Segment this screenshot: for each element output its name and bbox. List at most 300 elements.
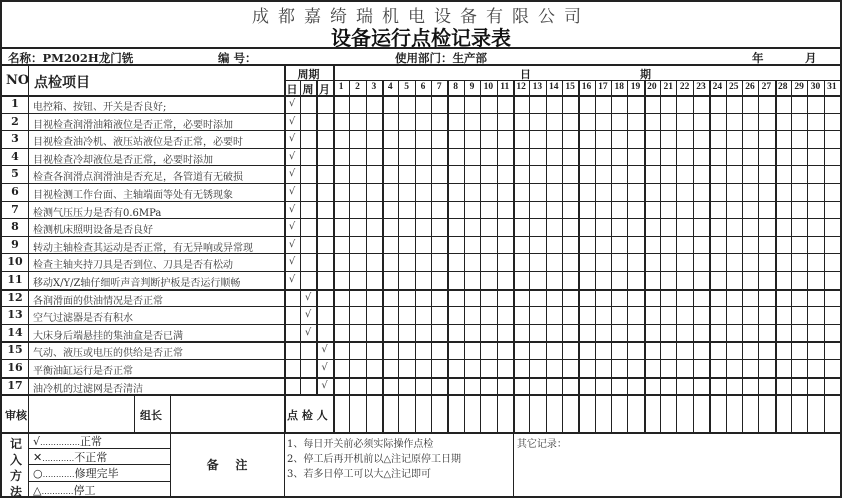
day-cell[interactable] xyxy=(644,377,660,395)
other-records-field[interactable] xyxy=(517,450,836,494)
day-cell[interactable] xyxy=(709,130,725,148)
day-cell[interactable] xyxy=(693,236,709,254)
day-cell[interactable] xyxy=(464,324,480,342)
leader-signature-field[interactable] xyxy=(170,394,284,432)
day-cell[interactable] xyxy=(415,289,431,307)
day-cell[interactable] xyxy=(578,359,594,377)
day-cell[interactable] xyxy=(464,95,480,113)
day-cell[interactable] xyxy=(415,236,431,254)
inspector-signature-cell[interactable] xyxy=(660,394,676,432)
day-cell[interactable] xyxy=(726,341,742,359)
day-cell[interactable] xyxy=(693,148,709,166)
day-cell[interactable] xyxy=(693,95,709,113)
day-cell[interactable] xyxy=(415,130,431,148)
inspector-signature-cell[interactable] xyxy=(742,394,758,432)
day-cell[interactable] xyxy=(398,306,414,324)
day-cell[interactable] xyxy=(611,218,627,236)
day-cell[interactable] xyxy=(529,165,545,183)
day-cell[interactable] xyxy=(513,95,529,113)
day-cell[interactable] xyxy=(791,324,807,342)
day-cell[interactable] xyxy=(611,148,627,166)
day-cell[interactable] xyxy=(497,236,513,254)
day-cell[interactable] xyxy=(546,201,562,219)
day-cell[interactable] xyxy=(480,95,496,113)
day-cell[interactable] xyxy=(366,148,382,166)
day-cell[interactable] xyxy=(627,113,643,131)
day-cell[interactable] xyxy=(447,324,463,342)
day-cell[interactable] xyxy=(824,218,840,236)
day-cell[interactable] xyxy=(513,271,529,289)
day-cell[interactable] xyxy=(497,289,513,307)
day-cell[interactable] xyxy=(349,289,365,307)
day-cell[interactable] xyxy=(676,148,692,166)
day-cell[interactable] xyxy=(676,289,692,307)
day-cell[interactable] xyxy=(775,201,791,219)
day-cell[interactable] xyxy=(709,165,725,183)
day-cell[interactable] xyxy=(513,289,529,307)
day-cell[interactable] xyxy=(578,236,594,254)
day-cell[interactable] xyxy=(611,359,627,377)
day-cell[interactable] xyxy=(791,341,807,359)
day-cell[interactable] xyxy=(611,324,627,342)
day-cell[interactable] xyxy=(595,341,611,359)
day-cell[interactable] xyxy=(742,253,758,271)
day-cell[interactable] xyxy=(791,359,807,377)
day-cell[interactable] xyxy=(382,253,398,271)
day-cell[interactable] xyxy=(398,236,414,254)
day-cell[interactable] xyxy=(546,324,562,342)
day-cell[interactable] xyxy=(349,165,365,183)
day-cell[interactable] xyxy=(366,341,382,359)
day-cell[interactable] xyxy=(758,324,774,342)
day-cell[interactable] xyxy=(660,271,676,289)
day-cell[interactable] xyxy=(627,201,643,219)
day-cell[interactable] xyxy=(775,253,791,271)
day-cell[interactable] xyxy=(398,165,414,183)
day-cell[interactable] xyxy=(726,218,742,236)
day-cell[interactable] xyxy=(415,201,431,219)
day-cell[interactable] xyxy=(398,253,414,271)
day-cell[interactable] xyxy=(824,130,840,148)
day-cell[interactable] xyxy=(333,306,349,324)
day-cell[interactable] xyxy=(497,377,513,395)
day-cell[interactable] xyxy=(415,377,431,395)
day-cell[interactable] xyxy=(447,95,463,113)
day-cell[interactable] xyxy=(480,236,496,254)
day-cell[interactable] xyxy=(676,183,692,201)
day-cell[interactable] xyxy=(431,271,447,289)
day-cell[interactable] xyxy=(513,218,529,236)
day-cell[interactable] xyxy=(709,201,725,219)
day-cell[interactable] xyxy=(595,253,611,271)
day-cell[interactable] xyxy=(660,341,676,359)
day-cell[interactable] xyxy=(447,130,463,148)
day-cell[interactable] xyxy=(431,236,447,254)
day-cell[interactable] xyxy=(333,377,349,395)
day-cell[interactable] xyxy=(464,289,480,307)
day-cell[interactable] xyxy=(480,165,496,183)
day-cell[interactable] xyxy=(366,253,382,271)
day-cell[interactable] xyxy=(366,183,382,201)
day-cell[interactable] xyxy=(676,324,692,342)
day-cell[interactable] xyxy=(611,165,627,183)
day-cell[interactable] xyxy=(415,341,431,359)
day-cell[interactable] xyxy=(758,201,774,219)
day-cell[interactable] xyxy=(726,359,742,377)
day-cell[interactable] xyxy=(447,341,463,359)
day-cell[interactable] xyxy=(742,306,758,324)
day-cell[interactable] xyxy=(333,130,349,148)
day-cell[interactable] xyxy=(546,271,562,289)
day-cell[interactable] xyxy=(497,218,513,236)
day-cell[interactable] xyxy=(595,183,611,201)
day-cell[interactable] xyxy=(578,148,594,166)
day-cell[interactable] xyxy=(709,236,725,254)
day-cell[interactable] xyxy=(366,289,382,307)
day-cell[interactable] xyxy=(742,113,758,131)
day-cell[interactable] xyxy=(333,201,349,219)
day-cell[interactable] xyxy=(562,148,578,166)
day-cell[interactable] xyxy=(693,165,709,183)
day-cell[interactable] xyxy=(497,148,513,166)
day-cell[interactable] xyxy=(578,130,594,148)
day-cell[interactable] xyxy=(349,253,365,271)
day-cell[interactable] xyxy=(562,289,578,307)
day-cell[interactable] xyxy=(595,236,611,254)
day-cell[interactable] xyxy=(546,218,562,236)
day-cell[interactable] xyxy=(676,201,692,219)
inspector-signature-cell[interactable] xyxy=(676,394,692,432)
day-cell[interactable] xyxy=(480,271,496,289)
day-cell[interactable] xyxy=(693,289,709,307)
day-cell[interactable] xyxy=(464,236,480,254)
day-cell[interactable] xyxy=(742,377,758,395)
day-cell[interactable] xyxy=(349,95,365,113)
day-cell[interactable] xyxy=(791,218,807,236)
day-cell[interactable] xyxy=(513,377,529,395)
day-cell[interactable] xyxy=(775,130,791,148)
day-cell[interactable] xyxy=(497,324,513,342)
day-cell[interactable] xyxy=(497,165,513,183)
day-cell[interactable] xyxy=(480,359,496,377)
inspector-signature-cell[interactable] xyxy=(366,394,382,432)
day-cell[interactable] xyxy=(742,271,758,289)
day-cell[interactable] xyxy=(578,289,594,307)
day-cell[interactable] xyxy=(693,183,709,201)
day-cell[interactable] xyxy=(611,306,627,324)
day-cell[interactable] xyxy=(447,165,463,183)
inspector-signature-cell[interactable] xyxy=(529,394,545,432)
day-cell[interactable] xyxy=(611,183,627,201)
day-cell[interactable] xyxy=(627,341,643,359)
day-cell[interactable] xyxy=(447,113,463,131)
day-cell[interactable] xyxy=(562,130,578,148)
day-cell[interactable] xyxy=(627,218,643,236)
day-cell[interactable] xyxy=(676,165,692,183)
day-cell[interactable] xyxy=(529,324,545,342)
day-cell[interactable] xyxy=(529,95,545,113)
day-cell[interactable] xyxy=(644,324,660,342)
review-signature-field[interactable] xyxy=(28,394,134,432)
day-cell[interactable] xyxy=(480,113,496,131)
day-cell[interactable] xyxy=(660,324,676,342)
inspector-signature-cell[interactable] xyxy=(595,394,611,432)
day-cell[interactable] xyxy=(726,130,742,148)
day-cell[interactable] xyxy=(464,359,480,377)
day-cell[interactable] xyxy=(595,165,611,183)
inspector-signature-cell[interactable] xyxy=(464,394,480,432)
day-cell[interactable] xyxy=(562,359,578,377)
day-cell[interactable] xyxy=(333,341,349,359)
day-cell[interactable] xyxy=(415,359,431,377)
day-cell[interactable] xyxy=(382,95,398,113)
day-cell[interactable] xyxy=(611,113,627,131)
day-cell[interactable] xyxy=(676,306,692,324)
day-cell[interactable] xyxy=(693,201,709,219)
day-cell[interactable] xyxy=(578,218,594,236)
inspector-signature-cell[interactable] xyxy=(546,394,562,432)
day-cell[interactable] xyxy=(758,253,774,271)
day-cell[interactable] xyxy=(431,253,447,271)
day-cell[interactable] xyxy=(497,341,513,359)
day-cell[interactable] xyxy=(529,359,545,377)
day-cell[interactable] xyxy=(758,95,774,113)
day-cell[interactable] xyxy=(447,253,463,271)
day-cell[interactable] xyxy=(578,183,594,201)
day-cell[interactable] xyxy=(644,359,660,377)
day-cell[interactable] xyxy=(709,306,725,324)
day-cell[interactable] xyxy=(562,324,578,342)
day-cell[interactable] xyxy=(758,377,774,395)
day-cell[interactable] xyxy=(595,113,611,131)
day-cell[interactable] xyxy=(333,271,349,289)
day-cell[interactable] xyxy=(807,253,823,271)
day-cell[interactable] xyxy=(366,165,382,183)
day-cell[interactable] xyxy=(660,306,676,324)
day-cell[interactable] xyxy=(660,183,676,201)
day-cell[interactable] xyxy=(480,377,496,395)
day-cell[interactable] xyxy=(562,341,578,359)
day-cell[interactable] xyxy=(464,113,480,131)
day-cell[interactable] xyxy=(775,377,791,395)
day-cell[interactable] xyxy=(578,377,594,395)
inspector-signature-cell[interactable] xyxy=(611,394,627,432)
day-cell[interactable] xyxy=(366,236,382,254)
day-cell[interactable] xyxy=(595,324,611,342)
day-cell[interactable] xyxy=(349,236,365,254)
day-cell[interactable] xyxy=(497,201,513,219)
day-cell[interactable] xyxy=(398,130,414,148)
day-cell[interactable] xyxy=(627,130,643,148)
day-cell[interactable] xyxy=(644,289,660,307)
day-cell[interactable] xyxy=(529,377,545,395)
day-cell[interactable] xyxy=(676,113,692,131)
day-cell[interactable] xyxy=(709,95,725,113)
day-cell[interactable] xyxy=(431,95,447,113)
inspector-signature-cell[interactable] xyxy=(382,394,398,432)
day-cell[interactable] xyxy=(758,271,774,289)
day-cell[interactable] xyxy=(398,271,414,289)
day-cell[interactable] xyxy=(627,148,643,166)
day-cell[interactable] xyxy=(497,306,513,324)
day-cell[interactable] xyxy=(693,324,709,342)
day-cell[interactable] xyxy=(742,359,758,377)
day-cell[interactable] xyxy=(824,165,840,183)
day-cell[interactable] xyxy=(807,306,823,324)
day-cell[interactable] xyxy=(660,130,676,148)
day-cell[interactable] xyxy=(807,218,823,236)
day-cell[interactable] xyxy=(415,324,431,342)
day-cell[interactable] xyxy=(595,377,611,395)
day-cell[interactable] xyxy=(333,359,349,377)
day-cell[interactable] xyxy=(349,341,365,359)
day-cell[interactable] xyxy=(726,271,742,289)
day-cell[interactable] xyxy=(676,218,692,236)
day-cell[interactable] xyxy=(546,306,562,324)
day-cell[interactable] xyxy=(349,377,365,395)
inspector-signature-cell[interactable] xyxy=(693,394,709,432)
day-cell[interactable] xyxy=(415,148,431,166)
day-cell[interactable] xyxy=(807,341,823,359)
day-cell[interactable] xyxy=(382,130,398,148)
day-cell[interactable] xyxy=(398,201,414,219)
day-cell[interactable] xyxy=(726,113,742,131)
day-cell[interactable] xyxy=(513,253,529,271)
day-cell[interactable] xyxy=(415,271,431,289)
day-cell[interactable] xyxy=(742,201,758,219)
day-cell[interactable] xyxy=(366,359,382,377)
day-cell[interactable] xyxy=(595,218,611,236)
day-cell[interactable] xyxy=(366,271,382,289)
day-cell[interactable] xyxy=(447,201,463,219)
day-cell[interactable] xyxy=(398,341,414,359)
day-cell[interactable] xyxy=(497,95,513,113)
day-cell[interactable] xyxy=(546,113,562,131)
day-cell[interactable] xyxy=(693,271,709,289)
inspector-signature-cell[interactable] xyxy=(644,394,660,432)
day-cell[interactable] xyxy=(431,341,447,359)
day-cell[interactable] xyxy=(758,148,774,166)
day-cell[interactable] xyxy=(595,201,611,219)
day-cell[interactable] xyxy=(480,306,496,324)
day-cell[interactable] xyxy=(807,324,823,342)
day-cell[interactable] xyxy=(513,201,529,219)
day-cell[interactable] xyxy=(660,148,676,166)
day-cell[interactable] xyxy=(693,253,709,271)
inspector-signature-cell[interactable] xyxy=(480,394,496,432)
day-cell[interactable] xyxy=(464,377,480,395)
day-cell[interactable] xyxy=(709,253,725,271)
day-cell[interactable] xyxy=(693,306,709,324)
day-cell[interactable] xyxy=(349,306,365,324)
day-cell[interactable] xyxy=(676,253,692,271)
day-cell[interactable] xyxy=(807,377,823,395)
day-cell[interactable] xyxy=(611,341,627,359)
day-cell[interactable] xyxy=(562,201,578,219)
day-cell[interactable] xyxy=(349,130,365,148)
day-cell[interactable] xyxy=(398,183,414,201)
day-cell[interactable] xyxy=(742,218,758,236)
day-cell[interactable] xyxy=(627,183,643,201)
day-cell[interactable] xyxy=(726,289,742,307)
day-cell[interactable] xyxy=(807,183,823,201)
inspector-signature-cell[interactable] xyxy=(726,394,742,432)
day-cell[interactable] xyxy=(431,113,447,131)
day-cell[interactable] xyxy=(758,359,774,377)
day-cell[interactable] xyxy=(709,377,725,395)
day-cell[interactable] xyxy=(562,271,578,289)
day-cell[interactable] xyxy=(398,218,414,236)
day-cell[interactable] xyxy=(447,359,463,377)
inspector-signature-cell[interactable] xyxy=(415,394,431,432)
day-cell[interactable] xyxy=(578,95,594,113)
day-cell[interactable] xyxy=(660,165,676,183)
day-cell[interactable] xyxy=(366,130,382,148)
day-cell[interactable] xyxy=(578,201,594,219)
day-cell[interactable] xyxy=(366,95,382,113)
day-cell[interactable] xyxy=(464,148,480,166)
day-cell[interactable] xyxy=(709,183,725,201)
day-cell[interactable] xyxy=(726,377,742,395)
day-cell[interactable] xyxy=(431,377,447,395)
inspector-signature-cell[interactable] xyxy=(333,394,349,432)
day-cell[interactable] xyxy=(660,218,676,236)
day-cell[interactable] xyxy=(693,218,709,236)
day-cell[interactable] xyxy=(546,130,562,148)
day-cell[interactable] xyxy=(333,113,349,131)
day-cell[interactable] xyxy=(431,201,447,219)
day-cell[interactable] xyxy=(595,289,611,307)
day-cell[interactable] xyxy=(726,236,742,254)
day-cell[interactable] xyxy=(366,306,382,324)
day-cell[interactable] xyxy=(676,95,692,113)
day-cell[interactable] xyxy=(382,165,398,183)
day-cell[interactable] xyxy=(611,236,627,254)
day-cell[interactable] xyxy=(824,289,840,307)
day-cell[interactable] xyxy=(546,148,562,166)
day-cell[interactable] xyxy=(726,306,742,324)
day-cell[interactable] xyxy=(775,271,791,289)
day-cell[interactable] xyxy=(709,148,725,166)
day-cell[interactable] xyxy=(676,271,692,289)
day-cell[interactable] xyxy=(529,289,545,307)
day-cell[interactable] xyxy=(447,289,463,307)
day-cell[interactable] xyxy=(480,183,496,201)
day-cell[interactable] xyxy=(447,148,463,166)
day-cell[interactable] xyxy=(562,113,578,131)
inspector-signature-cell[interactable] xyxy=(627,394,643,432)
day-cell[interactable] xyxy=(627,377,643,395)
day-cell[interactable] xyxy=(726,201,742,219)
inspector-signature-cell[interactable] xyxy=(824,394,840,432)
day-cell[interactable] xyxy=(513,236,529,254)
day-cell[interactable] xyxy=(366,377,382,395)
day-cell[interactable] xyxy=(349,201,365,219)
day-cell[interactable] xyxy=(513,183,529,201)
day-cell[interactable] xyxy=(415,306,431,324)
day-cell[interactable] xyxy=(382,359,398,377)
day-cell[interactable] xyxy=(791,130,807,148)
day-cell[interactable] xyxy=(758,165,774,183)
day-cell[interactable] xyxy=(709,113,725,131)
day-cell[interactable] xyxy=(398,113,414,131)
day-cell[interactable] xyxy=(513,165,529,183)
day-cell[interactable] xyxy=(644,253,660,271)
day-cell[interactable] xyxy=(824,271,840,289)
day-cell[interactable] xyxy=(709,218,725,236)
day-cell[interactable] xyxy=(644,201,660,219)
day-cell[interactable] xyxy=(529,148,545,166)
